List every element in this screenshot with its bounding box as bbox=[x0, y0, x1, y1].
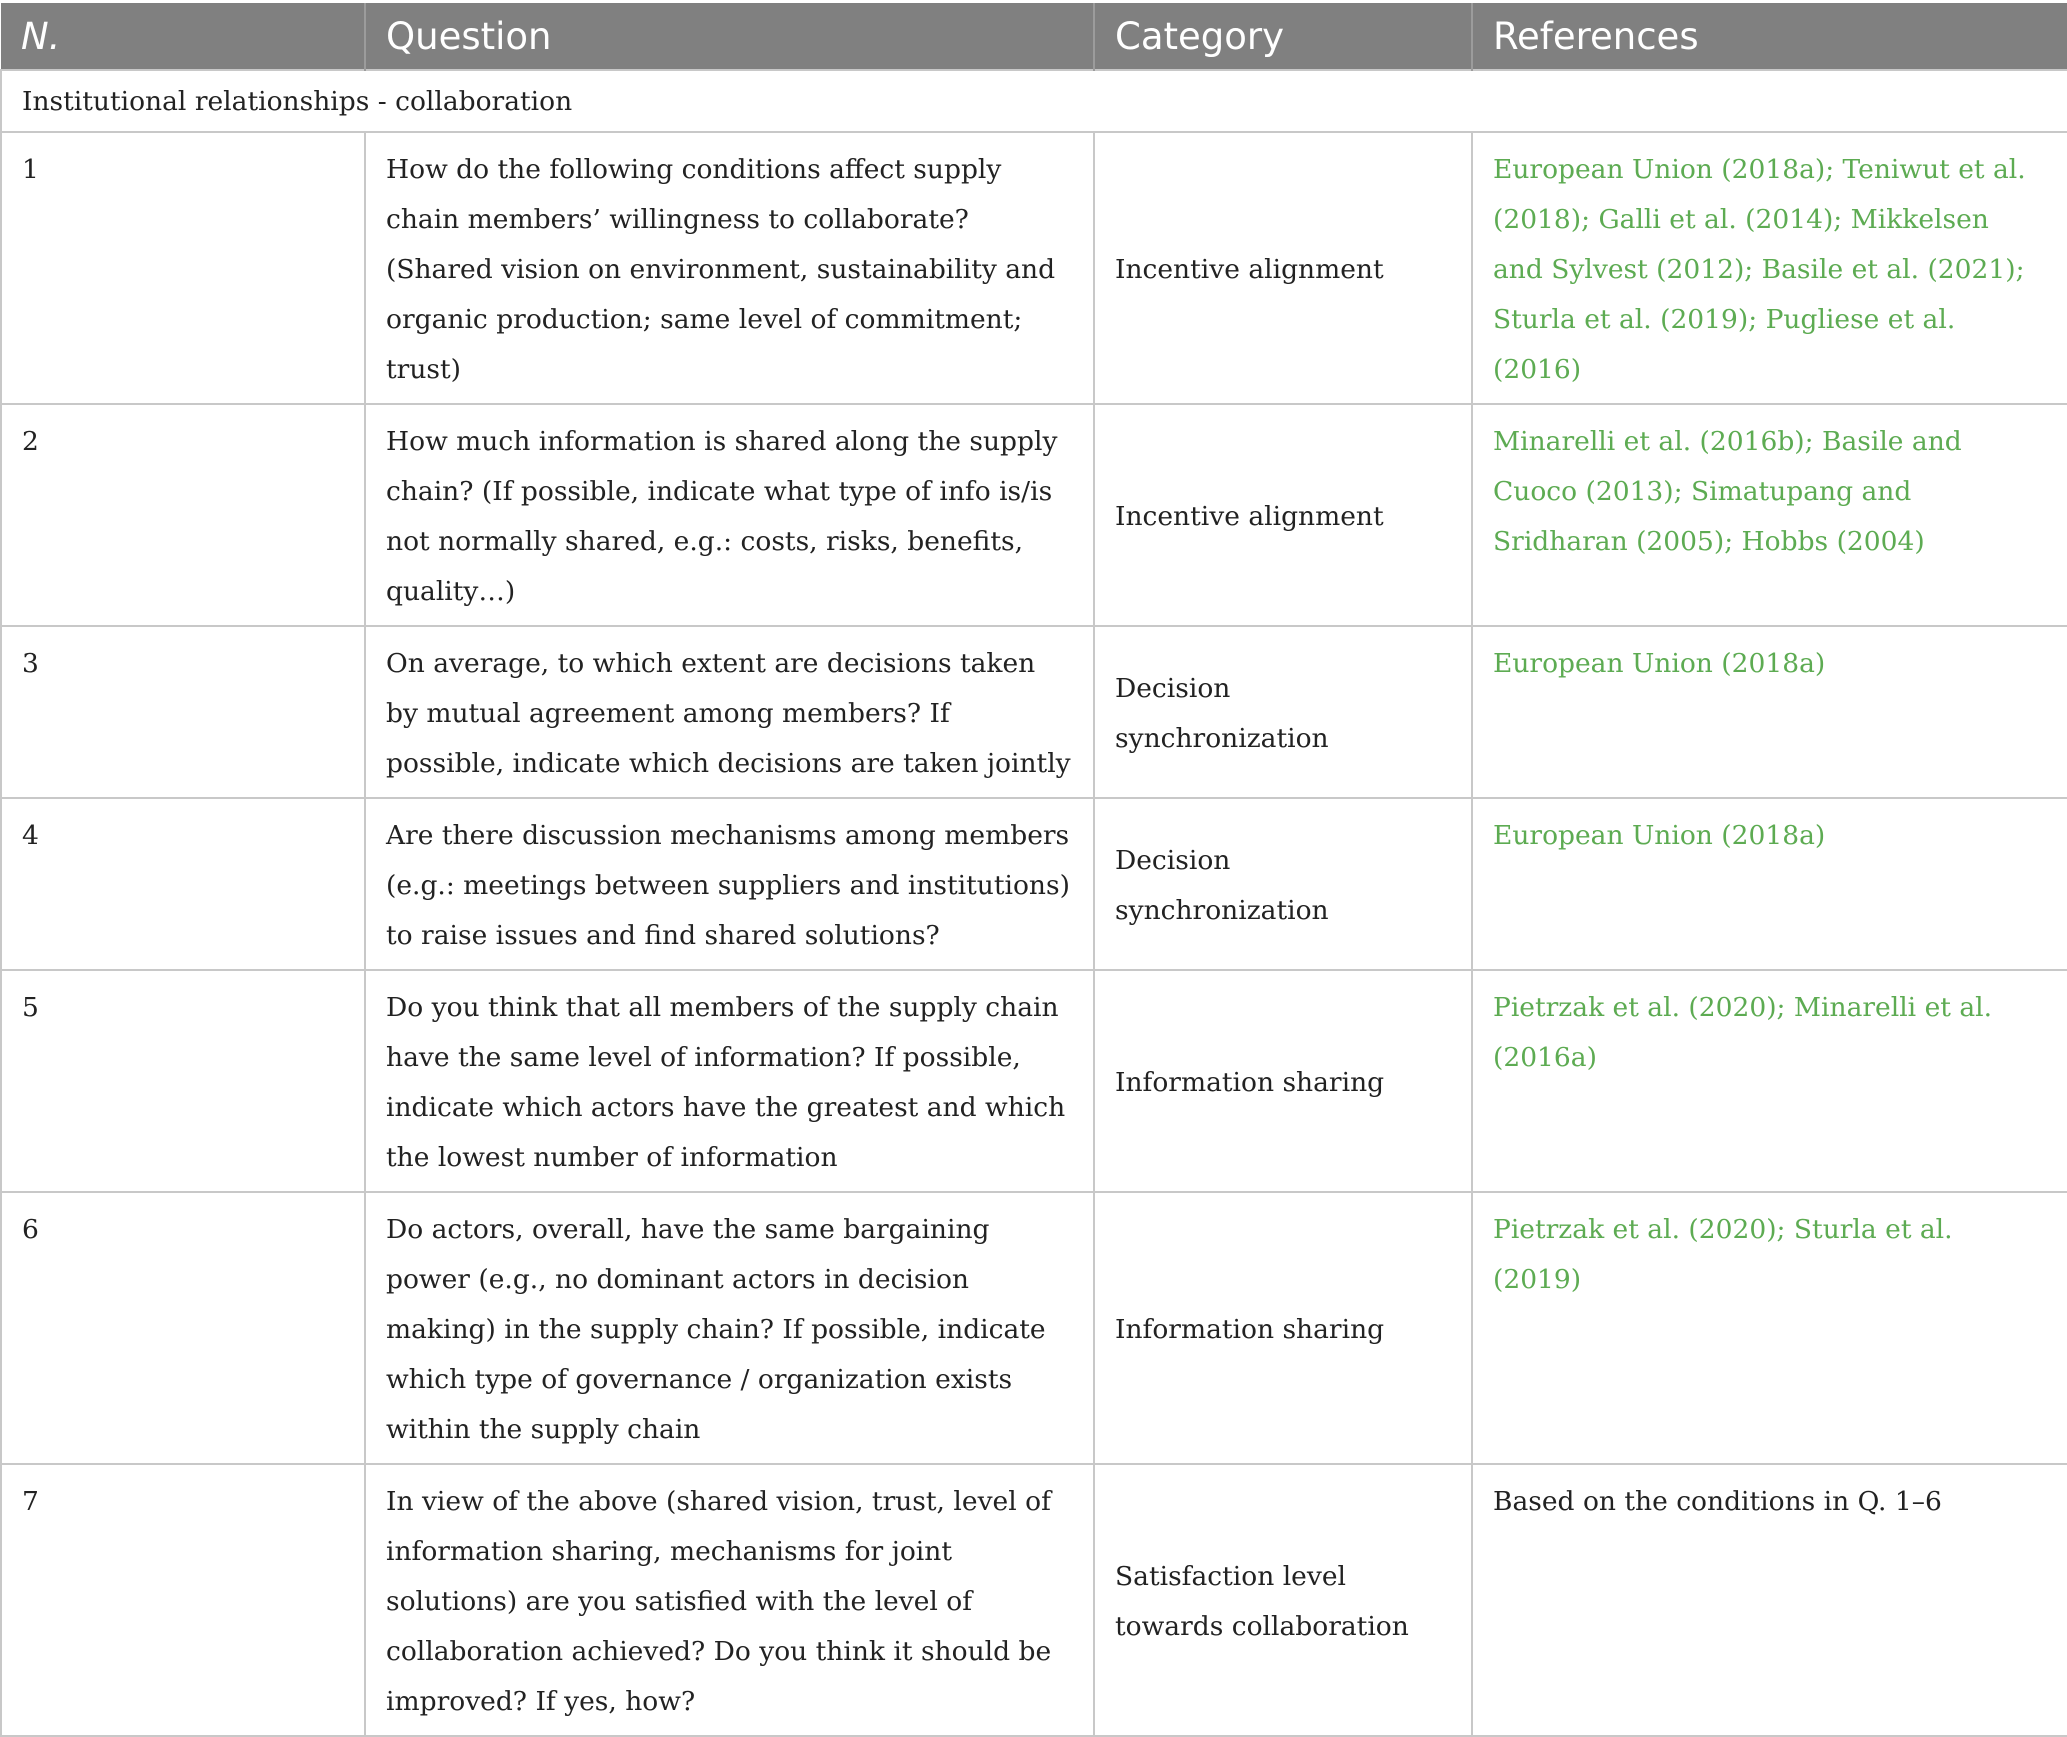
row-question: How much information is shared along the supply chain? (If possible, indicate what type of info is/is not normally shared, e.g.: costs, risks, benefits, quality…) bbox=[365, 404, 1094, 626]
row-number: 7 bbox=[1, 1464, 365, 1736]
table-row bbox=[1, 970, 2067, 1192]
row-references-link[interactable]: European Union (2018a) bbox=[1472, 626, 2067, 798]
row-question: Do you think that all members of the supply chain have the same level of information? If possible, indicate which actors have the greatest and which the lowest number of information bbox=[365, 970, 1094, 1192]
questionnaire-table bbox=[0, 3, 2067, 1737]
row-references-link[interactable]: European Union (2018a) bbox=[1472, 798, 2067, 970]
row-references-link[interactable]: Pietrzak et al. (2020); Sturla et al. (2019) bbox=[1472, 1192, 2067, 1464]
row-category: Information sharing bbox=[1094, 970, 1472, 1192]
row-category: Satisfaction level towards collaboration bbox=[1094, 1464, 1472, 1736]
table-header bbox=[1, 3, 2067, 70]
row-number: 4 bbox=[1, 798, 365, 970]
table-row bbox=[1, 798, 2067, 970]
row-references: Based on the conditions in Q. 1–6 bbox=[1472, 1464, 2067, 1736]
row-references-link[interactable]: Pietrzak et al. (2020); Minarelli et al. (2016a) bbox=[1472, 970, 2067, 1192]
row-number: 2 bbox=[1, 404, 365, 626]
row-number: 6 bbox=[1, 1192, 365, 1464]
row-question: On average, to which extent are decisions taken by mutual agreement among members? If possible, indicate which decisions are taken jointly bbox=[365, 626, 1094, 798]
row-number: 3 bbox=[1, 626, 365, 798]
table-body bbox=[1, 70, 2067, 1736]
row-category: Information sharing bbox=[1094, 1192, 1472, 1464]
row-question: How do the following conditions affect supply chain members’ willingness to collaborate? (Shared vision on environment, sustainability and organic production; same level of commitment; trust) bbox=[365, 132, 1094, 404]
header-question: Question bbox=[365, 3, 1094, 70]
table-row bbox=[1, 626, 2067, 798]
row-references-link[interactable]: Minarelli et al. (2016b); Basile and Cuoco (2013); Simatupang and Sridharan (2005); Hobbs (2004) bbox=[1472, 404, 2067, 626]
row-category: Incentive alignment bbox=[1094, 404, 1472, 626]
row-category: Incentive alignment bbox=[1094, 132, 1472, 404]
table-row bbox=[1, 1192, 2067, 1464]
row-number: 5 bbox=[1, 970, 365, 1192]
row-category: Decision synchronization bbox=[1094, 626, 1472, 798]
header-row bbox=[1, 3, 2067, 70]
row-question: Are there discussion mechanisms among members (e.g.: meetings between suppliers and institutions) to raise issues and find shared solutions? bbox=[365, 798, 1094, 970]
row-category: Decision synchronization bbox=[1094, 798, 1472, 970]
section-row bbox=[1, 70, 2067, 132]
row-question: In view of the above (shared vision, trust, level of information sharing, mechanisms for joint solutions) are you satisfied with the level of collaboration achieved? Do you think it should be improved? If yes, how? bbox=[365, 1464, 1094, 1736]
section-title: Institutional relationships - collaboration bbox=[1, 70, 2067, 132]
header-references: References bbox=[1472, 3, 2067, 70]
table-row bbox=[1, 404, 2067, 626]
header-category: Category bbox=[1094, 3, 1472, 70]
table-row bbox=[1, 1464, 2067, 1736]
row-references-link[interactable]: European Union (2018a); Teniwut et al. (2018); Galli et al. (2014); Mikkelsen and Sylvest (2012); Basile et al. (2021); Sturla et al. (2019); Pugliese et al. (2016) bbox=[1472, 132, 2067, 404]
header-number: N. bbox=[1, 3, 365, 70]
row-number: 1 bbox=[1, 132, 365, 404]
row-question: Do actors, overall, have the same bargaining power (e.g., no dominant actors in decision making) in the supply chain? If possible, indicate which type of governance / organization exists within the supply chain bbox=[365, 1192, 1094, 1464]
table-row bbox=[1, 132, 2067, 404]
